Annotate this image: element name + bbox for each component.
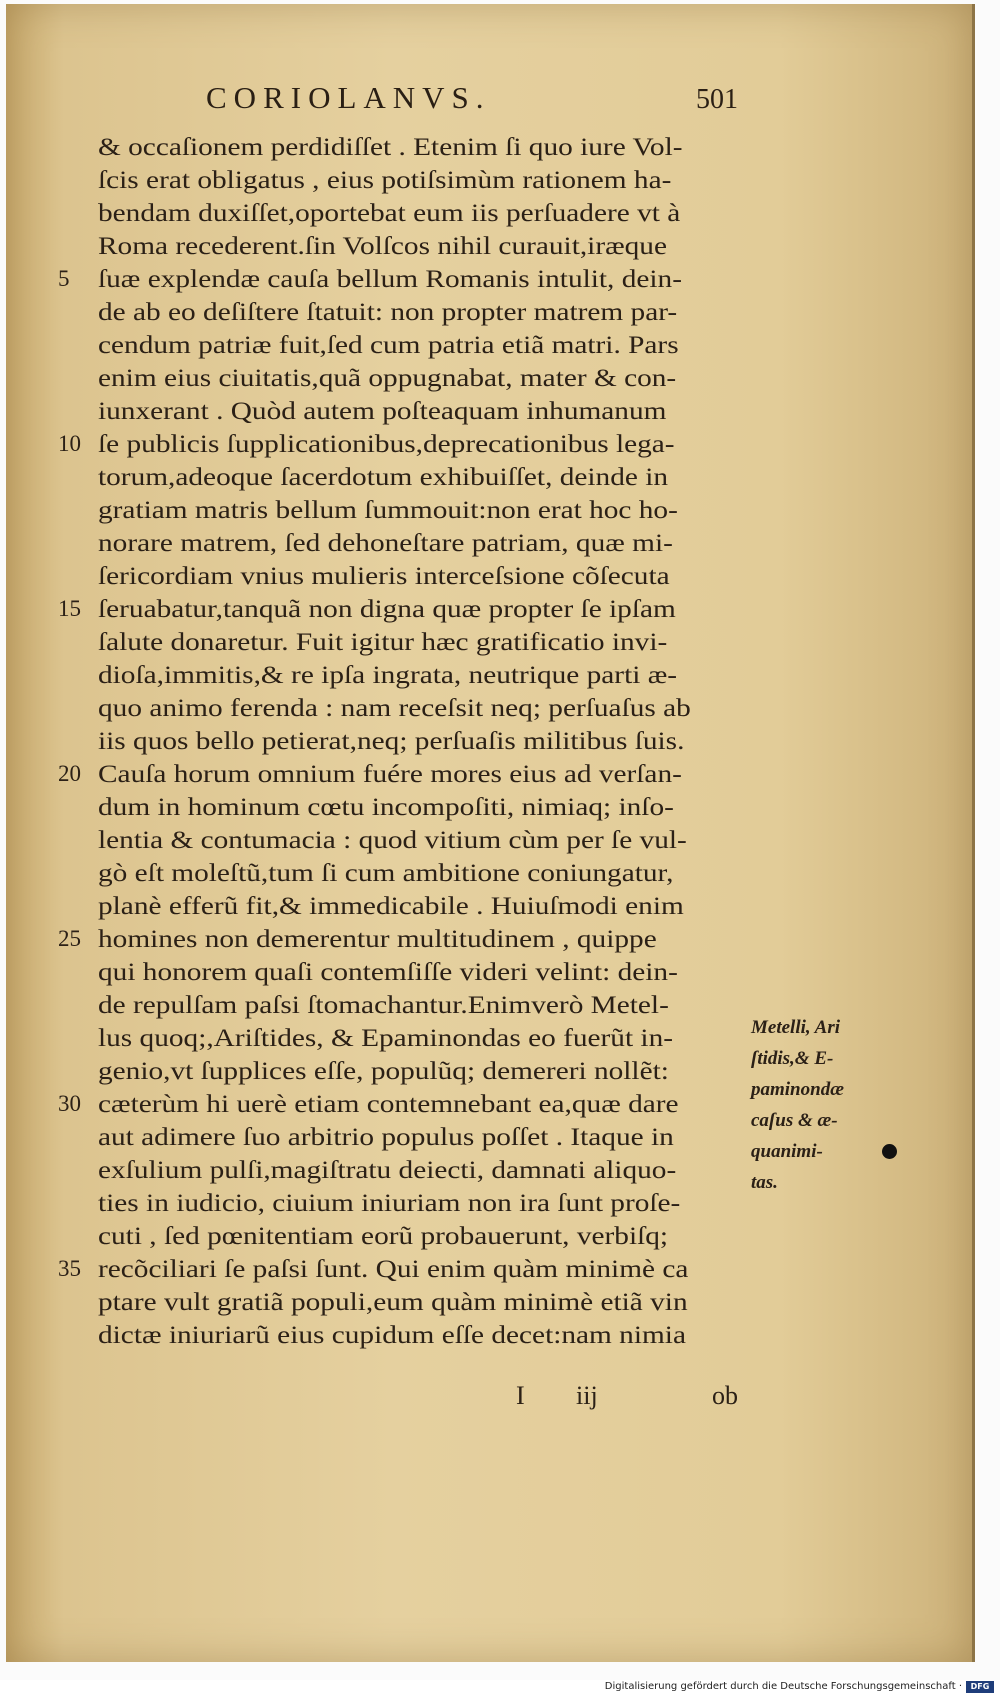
margin-note [751, 1012, 871, 1198]
line-text: norare matrem, ſed dehoneſtare patriam, quæ mi- [98, 528, 673, 557]
text-line [98, 658, 748, 691]
text-line [98, 394, 748, 427]
text-line [98, 625, 748, 658]
line-text: ſeruabatur,tanquã non digna quæ propter ſe ipſam [98, 594, 676, 623]
text-line [98, 526, 748, 559]
footer-credit: Digitalisierung gefördert durch die Deutsche Forschungsgemeinschaft · [604, 1681, 962, 1692]
catchword: ob [712, 1381, 738, 1410]
line-text: genio,vt ſupplices eſſe, populũq; demereri nollẽt: [98, 1056, 669, 1085]
line-number: 35 [58, 1256, 81, 1281]
page-number: 501 [696, 84, 738, 115]
text-line [98, 1186, 748, 1219]
text-line [98, 790, 748, 823]
line-number: 15 [58, 596, 81, 621]
text-line [58, 427, 748, 460]
margin-note-line: Metelli, Ari [751, 1017, 841, 1038]
line-text: Roma recederent.ſin Volſcos nihil curauit,iræque [98, 231, 667, 260]
line-number: 10 [58, 431, 81, 456]
margin-note-line: tas. [751, 1172, 778, 1193]
running-head: CORIOLANVS. [206, 80, 491, 115]
signature-folio: iij [576, 1381, 598, 1410]
text-line [98, 295, 748, 328]
text-line [58, 1087, 748, 1120]
line-text: lus quoq;,Ariſtides, & Epaminondas eo fuerũt in- [98, 1023, 674, 1052]
text-line [58, 592, 748, 625]
text-line [98, 856, 748, 889]
line-text: ſalute donaretur. Fuit igitur hæc gratificatio invi- [98, 627, 668, 656]
line-text: qui honorem quaſi contemſiſſe videri velint: dein- [98, 957, 678, 986]
margin-note-line: caſus & æ- [751, 1110, 838, 1131]
text-line [98, 130, 748, 163]
text-line [98, 196, 748, 229]
text-line [58, 262, 748, 295]
text-line [98, 328, 748, 361]
text-line [98, 955, 748, 988]
line-number: 30 [58, 1091, 81, 1116]
text-line [98, 1285, 748, 1318]
text-line [98, 823, 748, 856]
ink-dot-mark [882, 1144, 897, 1159]
text-line [98, 559, 748, 592]
line-text: ſcis erat obligatus , eius potiſsimùm rationem ha- [98, 165, 672, 194]
line-text: torum,adeoque ſacerdotum exhibuiſſet, deinde in [98, 462, 669, 491]
text-line [98, 460, 748, 493]
line-text: gò eſt moleſtũ,tum ſi cum ambitione coniungatur, [98, 858, 674, 887]
line-text: cuti , ſed pœnitentiam eorũ probauerunt, verbiſq; [98, 1221, 669, 1250]
dfg-logo: DFG [966, 1681, 994, 1693]
line-text: aut adimere ſuo arbitrio populus poſſet . Itaque in [98, 1122, 674, 1151]
line-number: 5 [58, 266, 70, 291]
line-text: dum in hominum cœtu incompoſiti, nimiaq; inſo- [98, 792, 674, 821]
body-text [58, 130, 748, 1351]
text-line [98, 724, 748, 757]
page-header [206, 80, 766, 124]
line-text: planè efferũ fit,& immedicabile . Huiuſmodi enim [98, 891, 684, 920]
text-line [98, 493, 748, 526]
line-text: exſulium pulſi,magiſtratu deiecti, damnati aliquo- [98, 1155, 677, 1184]
line-text: ptare vult gratiã populi,eum quàm minimè etiã vin [98, 1287, 688, 1316]
line-text: quo animo ferenda : nam receſsit neq; perſuaſus ab [98, 693, 691, 722]
line-text: de ab eo deſiſtere ſtatuit: non propter matrem par- [98, 297, 678, 326]
line-text: ſe publicis ſupplicationibus,deprecationibus lega- [98, 429, 675, 458]
text-line [98, 1219, 748, 1252]
line-text: dioſa,immitis,& re ipſa ingrata, neutrique parti æ- [98, 660, 678, 689]
margin-note-line: quanimi- [751, 1141, 823, 1162]
text-line [58, 922, 748, 955]
signature-line [516, 1381, 756, 1417]
text-line [98, 1054, 748, 1087]
text-line [98, 1153, 748, 1186]
line-text: bendam duxiſſet,oportebat eum iis perſuadere vt à [98, 198, 681, 227]
text-line [98, 988, 748, 1021]
line-text: ſuæ explendæ cauſa bellum Romanis intulit, dein- [98, 264, 682, 293]
line-text: de repulſam paſsi ſtomachantur.Enimverò Metel- [98, 990, 669, 1019]
digitization-footer [0, 1680, 1000, 1695]
text-line [98, 163, 748, 196]
margin-note-line: paminondæ [751, 1079, 844, 1100]
line-text: Cauſa horum omnium fuére mores eius ad verſan- [98, 759, 682, 788]
text-line [98, 691, 748, 724]
text-line [98, 1021, 748, 1054]
text-line [58, 757, 748, 790]
text-line [98, 889, 748, 922]
book-page [6, 4, 975, 1662]
line-text: gratiam matris bellum ſummouit:non erat hoc ho- [98, 495, 678, 524]
margin-note-line: ſtidis,& E- [751, 1048, 834, 1069]
line-text: lentia & contumacia : quod vitium cùm per ſe vul- [98, 825, 687, 854]
line-text: cendum patriæ fuit,ſed cum patria etiã matri. Pars [98, 330, 679, 359]
line-number: 25 [58, 926, 81, 951]
line-text: cæterùm hi uerè etiam contemnebant ea,quæ dare [98, 1089, 679, 1118]
line-text: iis quos bello petierat,neq; perſuaſis militibus ſuis. [98, 726, 685, 755]
text-line [98, 229, 748, 262]
text-line [98, 1120, 748, 1153]
line-text: enim eius ciuitatis,quã oppugnabat, mater & con- [98, 363, 677, 392]
line-text: ties in iudicio, ciuium iniuriam non ira ſunt proſe- [98, 1188, 681, 1217]
line-text: ſericordiam vnius mulieris interceſsione cõſecuta [98, 561, 670, 590]
text-line [98, 1318, 748, 1351]
line-text: recõciliari ſe paſsi ſunt. Qui enim quàm minimè ca [98, 1254, 689, 1283]
line-number: 20 [58, 761, 81, 786]
text-line [58, 1252, 748, 1285]
line-text: iunxerant . Quòd autem poſteaquam inhumanum [98, 396, 667, 425]
line-text: & occaſionem perdidiſſet . Etenim ſi quo iure Vol- [98, 132, 683, 161]
line-text: homines non demerentur multitudinem , quippe [98, 924, 657, 953]
signature-mark: I [516, 1381, 525, 1410]
line-text: dictæ iniuriarũ eius cupidum eſſe decet:nam nimia [98, 1320, 686, 1349]
text-line [98, 361, 748, 394]
